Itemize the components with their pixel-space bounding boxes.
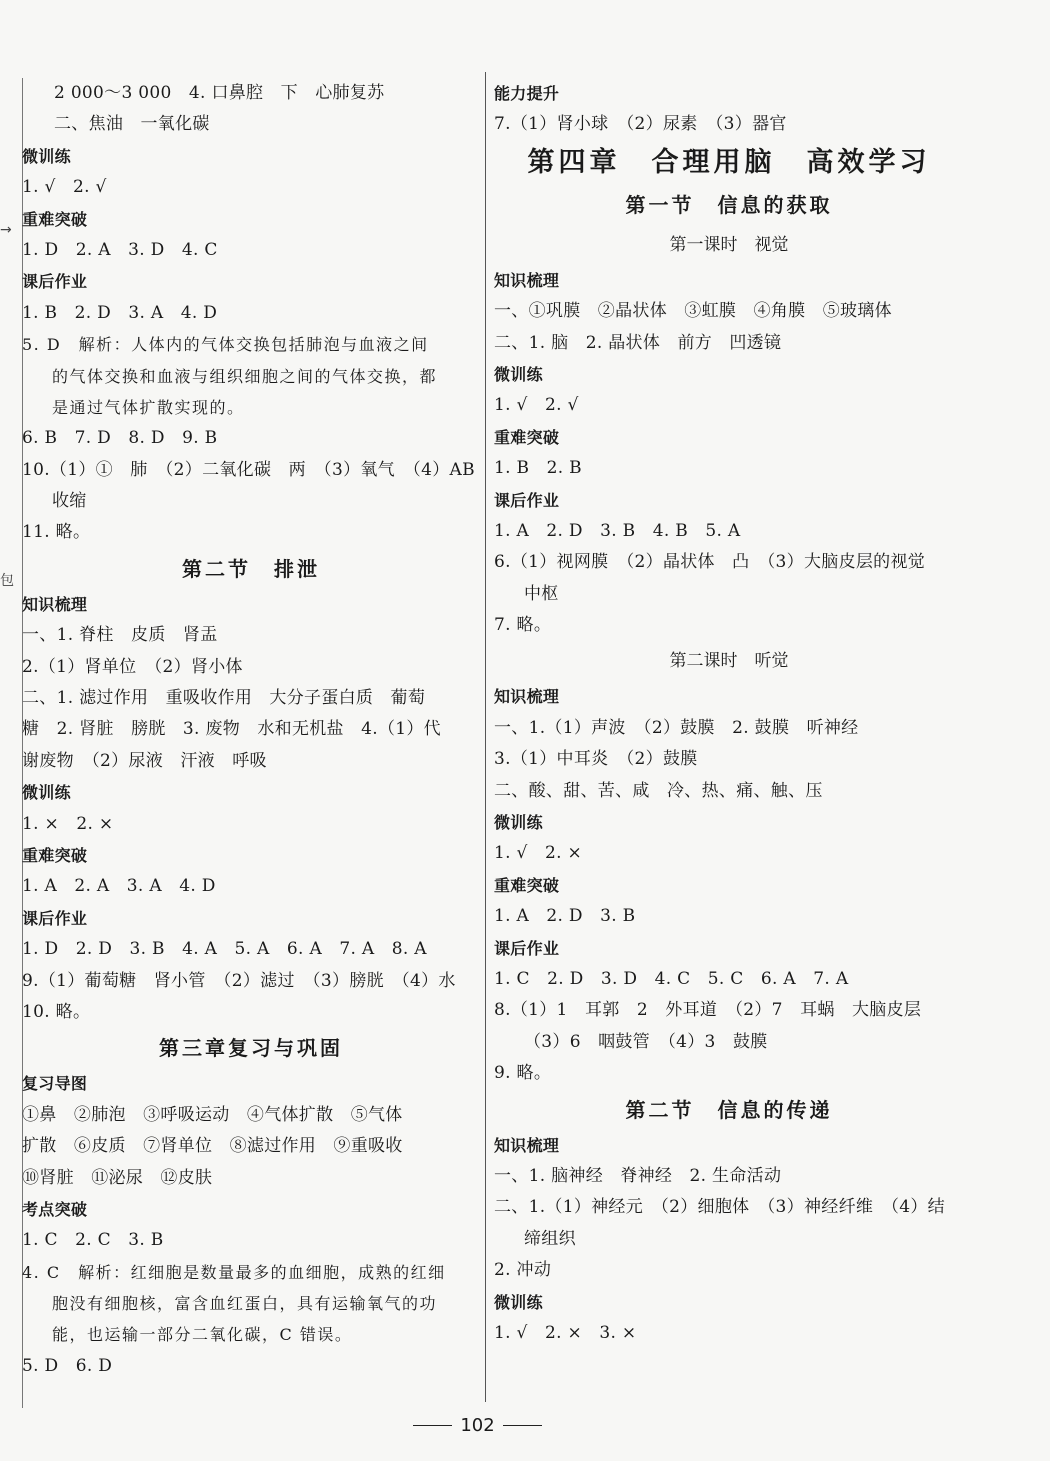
answer-line: 1. B 2. D 3. A 4. D bbox=[22, 302, 218, 323]
answer-line: 二、1. 滤过作用 重吸收作用 大分子蛋白质 葡萄 bbox=[22, 688, 426, 709]
answer-line: 一、1. 脑神经 脊神经 2. 生命活动 bbox=[494, 1165, 782, 1186]
answer-line: 糖 2. 肾脏 膀胱 3. 废物 水和无机盐 4.（1）代 bbox=[22, 719, 441, 740]
answer-line: 7. 略。 bbox=[494, 615, 552, 636]
answer-line: 1. √ 2. √ bbox=[494, 395, 579, 416]
answer-line: 1. C 2. D 3. D 4. C 5. C 6. A 7. A bbox=[494, 968, 849, 989]
answer-line: 1. A 2. D 3. B 4. B 5. A bbox=[494, 520, 741, 541]
section-heading: 课后作业 bbox=[22, 908, 88, 928]
answer-line: 1. √ 2. × bbox=[494, 843, 583, 864]
section-title: 第三章复习与巩固 bbox=[159, 1036, 343, 1061]
section-heading: 知识梳理 bbox=[494, 687, 560, 707]
answer-line: 2.（1）肾单位 （2）肾小体 bbox=[22, 656, 243, 677]
answer-line: 2 000～3 000 4. 口鼻腔 下 心肺复苏 bbox=[54, 83, 385, 103]
answer-line: 一、1.（1）声波 （2）鼓膜 2. 鼓膜 听神经 bbox=[494, 717, 859, 738]
answer-line: 是通过气体扩散实现的。 bbox=[52, 397, 245, 417]
answer-line: 1. A 2. D 3. B bbox=[494, 906, 636, 927]
footer-rule-right bbox=[503, 1425, 542, 1426]
answer-line: 的气体交换和血液与组织细胞之间的气体交换，都 bbox=[52, 366, 438, 386]
answer-line: 1. C 2. C 3. B bbox=[22, 1230, 164, 1251]
answer-line: 6. B 7. D 8. D 9. B bbox=[22, 428, 218, 449]
section-heading: 课后作业 bbox=[494, 490, 560, 510]
answer-line: 1. B 2. B bbox=[494, 458, 582, 479]
answer-line: 1. √ 2. √ bbox=[22, 177, 107, 198]
answer-line: 一、①巩膜 ②晶状体 ③虹膜 ④角膜 ⑤玻璃体 bbox=[494, 301, 892, 322]
answer-line: 收缩 bbox=[52, 491, 87, 512]
section-heading: 重难突破 bbox=[22, 845, 88, 865]
section-title: 第一节 信息的获取 bbox=[625, 192, 833, 217]
answer-line: 二、1.（1）神经元 （2）细胞体 （3）神经纤维 （4）结 bbox=[494, 1197, 945, 1218]
section-title: 第二节 排泄 bbox=[182, 556, 320, 581]
answer-line: 二、酸、甜、苦、咸 冷、热、痛、触、压 bbox=[494, 780, 823, 801]
answer-line: 4. C 解析：红细胞是数量最多的血细胞，成熟的红细 bbox=[22, 1262, 446, 1282]
column-divider bbox=[485, 72, 486, 1402]
answer-line: 1. D 2. D 3. B 4. A 5. A 6. A 7. A 8. A bbox=[22, 939, 427, 960]
page-footer bbox=[405, 1410, 550, 1440]
answer-line: 5. D 解析：人体内的气体交换包括肺泡与血液之间 bbox=[22, 335, 429, 355]
answer-line: 6.（1）视网膜 （2）晶状体 凸 （3）大脑皮层的视觉 bbox=[494, 552, 926, 573]
answer-line: 8.（1）1 耳郭 2 外耳道 （2）7 耳蜗 大脑皮层 bbox=[494, 1000, 922, 1021]
answer-line: 二、1. 脑 2. 晶状体 前方 凹透镜 bbox=[494, 332, 782, 353]
answer-line: 胞没有细胞核，富含血红蛋白，具有运输氧气的功 bbox=[52, 1294, 438, 1314]
section-heading: 能力提升 bbox=[494, 84, 560, 103]
section-heading: 微训练 bbox=[22, 146, 71, 166]
answer-line: 1. × 2. × bbox=[22, 813, 114, 834]
section-heading: 知识梳理 bbox=[22, 594, 88, 614]
section-heading: 复习导图 bbox=[22, 1074, 88, 1094]
section-heading: 考点突破 bbox=[22, 1199, 88, 1219]
answer-line: 缔组织 bbox=[524, 1228, 576, 1249]
answer-line: 7.（1）肾小球 （2）尿素 （3）器官 bbox=[494, 114, 787, 135]
answer-line: （3）6 咽鼓管 （4）3 鼓膜 bbox=[524, 1031, 768, 1052]
right-column bbox=[494, 78, 964, 1349]
answer-line: 一、1. 脊柱 皮质 肾盂 bbox=[22, 625, 218, 646]
section-heading: 重难突破 bbox=[494, 875, 560, 895]
margin-fragment: 包 bbox=[0, 573, 14, 589]
section-heading: 重难突破 bbox=[22, 209, 88, 229]
section-heading: 微训练 bbox=[22, 783, 71, 803]
answer-line: 5. D 6. D bbox=[22, 1355, 113, 1376]
answer-line: 2. 冲动 bbox=[494, 1260, 552, 1281]
answer-line: ①鼻 ②肺泡 ③呼吸运动 ④气体扩散 ⑤气体 bbox=[22, 1104, 403, 1125]
section-heading: 知识梳理 bbox=[494, 270, 560, 290]
answer-line: ⑩肾脏 ⑪泌尿 ⑫皮肤 bbox=[22, 1167, 213, 1188]
lesson-title: 第二课时 听觉 bbox=[669, 651, 789, 672]
answer-line: 能，也运输一部分二氧化碳，C 错误。 bbox=[52, 1325, 353, 1345]
margin-arrow: → bbox=[0, 222, 12, 238]
answer-line: 11. 略。 bbox=[22, 522, 91, 543]
chapter-title: 第四章 合理用脑 高效学习 bbox=[527, 146, 931, 178]
answer-line: 扩散 ⑥皮质 ⑦肾单位 ⑧滤过作用 ⑨重吸收 bbox=[22, 1136, 403, 1157]
section-heading: 重难突破 bbox=[494, 427, 560, 447]
answer-line: 9.（1）葡萄糖 肾小管 （2）滤过 （3）膀胱 （4）水 bbox=[22, 970, 456, 991]
answer-line: 1. A 2. A 3. A 4. D bbox=[22, 876, 216, 897]
section-heading: 微训练 bbox=[494, 364, 543, 384]
answer-line: 3.（1）中耳炎 （2）鼓膜 bbox=[494, 749, 698, 770]
page-number: 102 bbox=[460, 1414, 495, 1436]
answer-line: 10.（1）① 肺 （2）二氧化碳 两 （3）氧气 （4）AB bbox=[22, 459, 475, 480]
section-heading: 课后作业 bbox=[22, 272, 88, 292]
answer-line: 中枢 bbox=[524, 583, 559, 604]
section-heading: 微训练 bbox=[494, 813, 543, 833]
section-heading: 课后作业 bbox=[494, 938, 560, 958]
left-column bbox=[22, 78, 480, 1382]
answer-line: 10. 略。 bbox=[22, 1001, 91, 1022]
answer-line: 9. 略。 bbox=[494, 1063, 552, 1084]
footer-rule-left bbox=[413, 1425, 452, 1426]
section-title: 第二节 信息的传递 bbox=[625, 1097, 833, 1122]
lesson-title: 第一课时 视觉 bbox=[669, 234, 789, 255]
answer-line: 1. √ 2. × 3. × bbox=[494, 1322, 637, 1343]
answer-line: 1. D 2. A 3. D 4. C bbox=[22, 239, 218, 260]
answer-line: 二、焦油 一氧化碳 bbox=[54, 114, 210, 135]
section-heading: 微训练 bbox=[494, 1292, 543, 1312]
answer-line: 谢废物 （2）尿液 汗液 呼吸 bbox=[22, 750, 267, 771]
section-heading: 知识梳理 bbox=[494, 1135, 560, 1155]
